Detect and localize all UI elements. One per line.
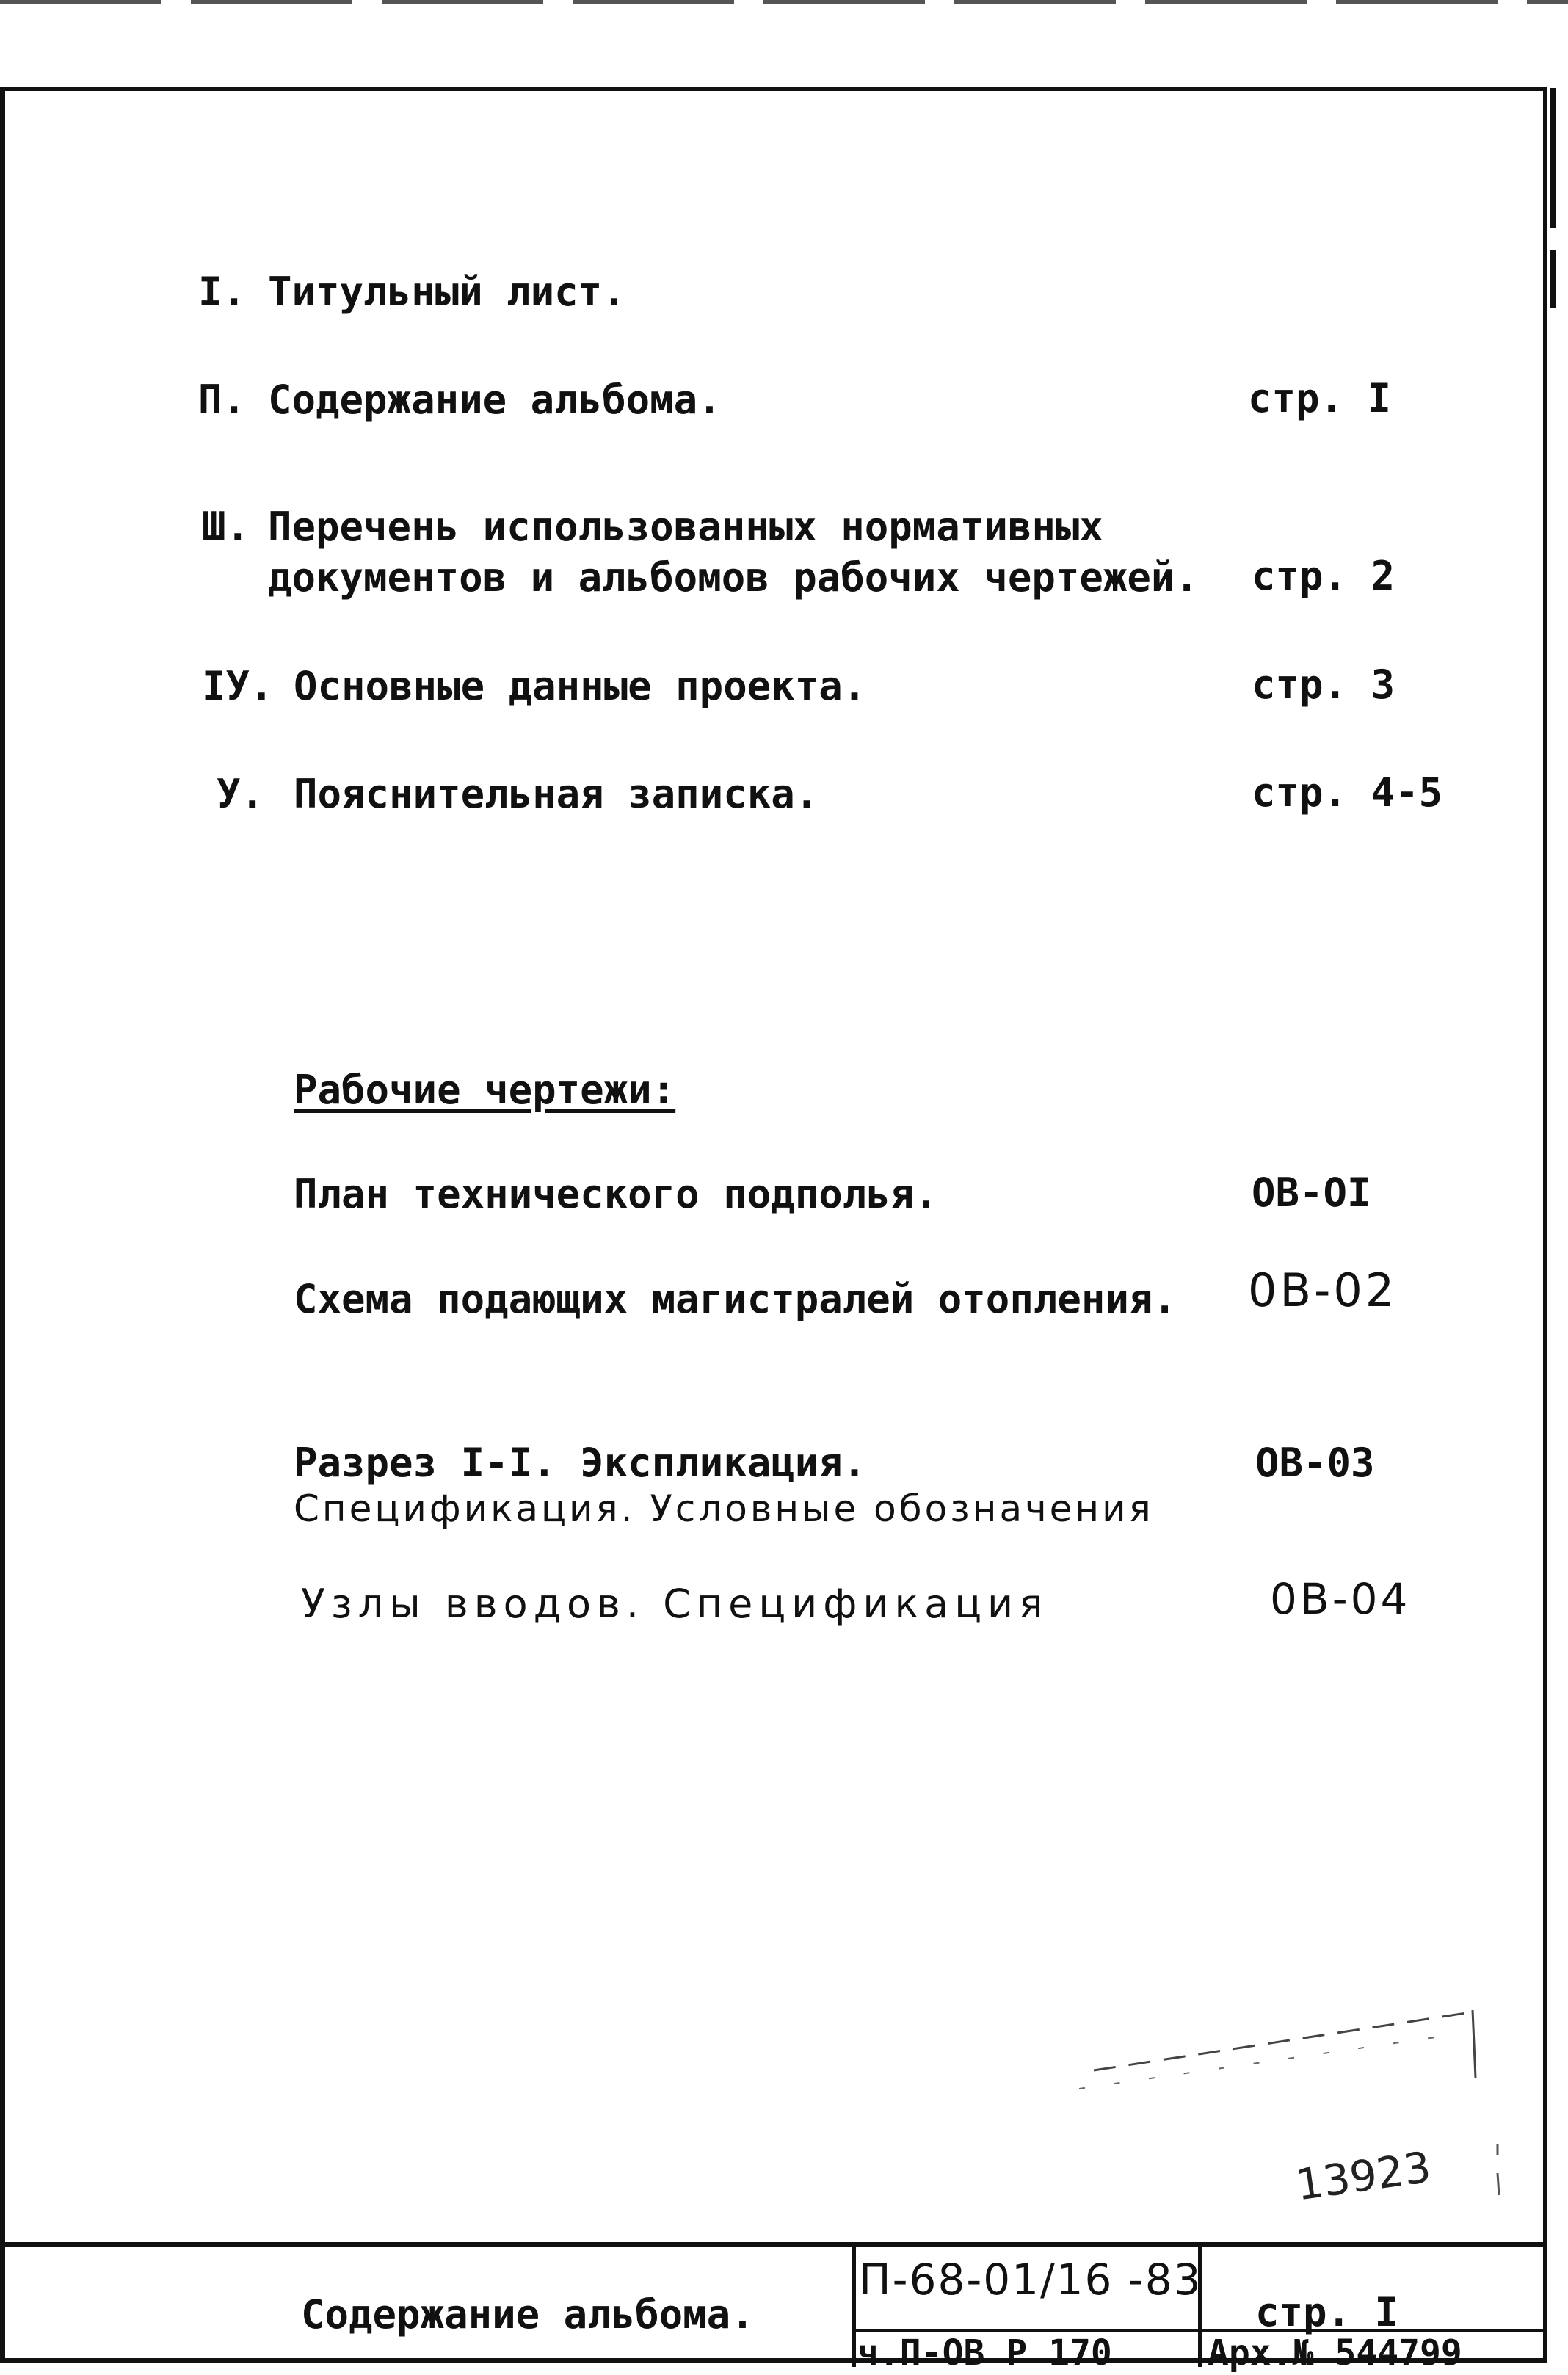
drawing-item-section-line2: Спецификация. Условные обозначения: [294, 1487, 1154, 1530]
contents-item-explanatory-note: Пояснительная записка.: [294, 771, 819, 817]
stamp-part: ч.П-ОВ Р 170: [857, 2332, 1112, 2374]
contents-num: У.: [217, 771, 265, 817]
contents-num: Ш.: [202, 504, 250, 550]
contents-item-album-contents: Содержание альбома.: [268, 377, 722, 423]
contents-item-normative-docs-line2: документов и альбомов рабочих чертежей.: [268, 554, 1199, 601]
contents-item-project-data: Основные данные проекта.: [294, 663, 867, 709]
contents-page-ref: стр. I: [1248, 375, 1392, 421]
stamp-title: Содержание альбома.: [301, 2291, 755, 2338]
contents-page-ref: стр. 2: [1252, 553, 1395, 599]
frame-edge-mark: [1550, 88, 1556, 228]
stamp-code: П-68-01/16 -83: [859, 2255, 1202, 2305]
drawings-heading: Рабочие чертежи:: [294, 1067, 676, 1113]
contents-num: П.: [198, 377, 247, 423]
stamp-top-rule: [0, 2242, 1547, 2247]
drawing-code: ОВ-ОI: [1252, 1170, 1371, 1216]
contents-item-normative-docs: Перечень использованных нормативных: [268, 504, 1103, 550]
top-dashed-edge: [0, 0, 1568, 4]
pencil-mark-sketch: [1064, 1997, 1505, 2202]
drawing-item-scheme: Схема подающих магистралей отопления.: [294, 1276, 1177, 1322]
contents-page-ref: стр. 4-5: [1252, 769, 1443, 816]
drawing-item-inputs: Узлы вводов. Спецификация: [301, 1581, 1049, 1627]
drawing-item-plan: План технического подполья.: [294, 1171, 938, 1217]
stamp-page: стр. I: [1255, 2289, 1399, 2335]
drawing-code: ОВ-03: [1255, 1440, 1375, 1486]
drawing-code-handwritten: 0В-04: [1270, 1574, 1411, 1624]
frame-edge-mark: [1550, 250, 1556, 308]
contents-num: I.: [198, 269, 247, 315]
contents-num: IУ.: [202, 663, 274, 709]
contents-item-title-page: Титульный лист.: [268, 269, 626, 315]
drawing-code-handwritten: 0В-02: [1248, 1263, 1398, 1317]
contents-page-ref: стр. 3: [1252, 661, 1395, 708]
stamp-divider: [852, 2242, 856, 2367]
drawing-item-section: Разрез I-I. Экспликация.: [294, 1440, 867, 1486]
stamp-archive: Арх.№ 544799: [1208, 2332, 1462, 2374]
handwritten-number: 13923: [1293, 2142, 1434, 2211]
